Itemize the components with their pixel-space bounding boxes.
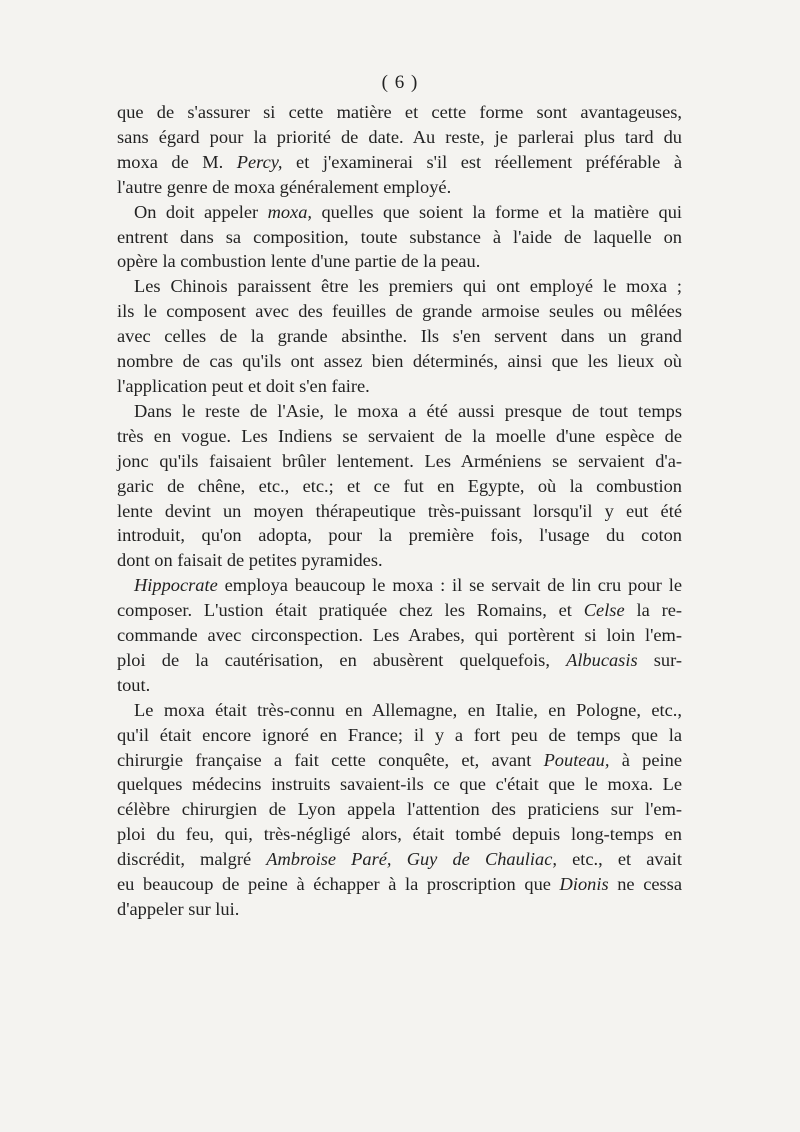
text-line <box>117 847 682 872</box>
text-line <box>117 573 682 598</box>
text-line <box>117 598 682 623</box>
paragraph <box>117 698 682 922</box>
text-segment: Le moxa était très-connu en Allemagne, en Italie, en Pologne, etc., <box>134 699 682 720</box>
text-segment: quelles que soient la forme et la matière qui <box>312 201 682 222</box>
text-line <box>117 274 682 299</box>
text-segment: la re- <box>624 600 682 621</box>
text-segment: discrédit, malgré <box>117 849 267 870</box>
text-segment: ils le composent avec des feuilles de grande armoise seules ou mêlées <box>117 301 682 322</box>
text-segment: ploi du feu, qui, très-négligé alors, était tombé depuis long-temps en <box>117 824 682 845</box>
text-segment: que de s'assurer si cette matière et cette forme sont avantageuses, <box>117 102 682 122</box>
text-segment: tout. <box>117 674 151 695</box>
text-line <box>117 648 682 673</box>
text-line <box>117 225 682 250</box>
text-segment: l'application peut et doit s'en faire. <box>117 375 370 396</box>
text-segment: eu beaucoup de peine à échapper à la proscription que <box>117 874 560 895</box>
text-segment: introduit, qu'on adopta, pour la première fois, l'usage du coton <box>117 525 682 546</box>
text-segment: sur- <box>637 649 682 670</box>
page-number: ( 6 ) <box>381 72 419 93</box>
text-segment: commande avec circonspection. Les Arabes, qui portèrent si loin l'em- <box>117 625 682 646</box>
text-segment: dont on faisait de petites pyramides. <box>117 550 383 571</box>
text-line <box>117 324 682 349</box>
text-segment: jonc qu'ils faisaient brûler lentement. Les Arméniens se servaient d'a- <box>117 450 682 471</box>
text-segment: l'autre genre de moxa généralement employé. <box>117 176 452 197</box>
text-segment: moxa de M. <box>117 151 237 172</box>
italic-name: Celse <box>583 600 625 621</box>
text-segment: Dans le reste de l'Asie, le moxa a été aussi presque de tout temps <box>134 400 682 421</box>
text-line <box>117 872 682 897</box>
text-line <box>117 548 682 573</box>
text-line <box>117 424 682 449</box>
text-line <box>117 748 682 773</box>
text-segment: très en vogue. Les Indiens se servaient de la moelle d'une espèce de <box>117 425 682 446</box>
text-segment: à peine <box>609 749 682 770</box>
text-line <box>117 349 682 374</box>
paragraph <box>117 100 682 200</box>
italic-name: Pouteau, <box>543 749 610 770</box>
text-line <box>117 100 682 125</box>
text-line <box>117 499 682 524</box>
italic-name: Ambroise Paré, <box>266 849 392 870</box>
text-segment: sans égard pour la priorité de date. Au reste, je parlerai plus tard du <box>117 126 682 147</box>
text-line <box>117 175 682 200</box>
text-segment: et j'examinerai s'il est réellement préférable à <box>282 151 682 172</box>
text-line <box>117 150 682 175</box>
italic-name: Hippocrate <box>134 575 218 596</box>
text-line <box>117 249 682 274</box>
text-line <box>117 523 682 548</box>
text-segment <box>392 849 407 869</box>
text-line <box>117 399 682 424</box>
text-segment: employa beaucoup le moxa : il se servait de lin cru pour le <box>217 575 682 596</box>
text-line <box>117 200 682 225</box>
text-segment: garic de chêne, etc., etc.; et ce fut en Egypte, où la combustion <box>117 475 682 496</box>
text-segment: avec celles de la grande absinthe. Ils s'en servent dans un grand <box>117 326 682 347</box>
text-line <box>117 698 682 723</box>
text-line <box>117 897 682 922</box>
text-segment: Les Chinois paraissent être les premiers qui ont employé le moxa ; <box>134 276 682 297</box>
text-line <box>117 449 682 474</box>
paragraph <box>117 399 682 573</box>
italic-name: Dionis <box>559 874 609 895</box>
italic-name: Albucasis <box>566 649 638 670</box>
text-line <box>117 797 682 822</box>
text-segment: opère la combustion lente d'une partie de la peau. <box>117 251 481 272</box>
text-segment: d'appeler sur lui. <box>117 899 240 919</box>
italic-name: moxa, <box>267 201 312 222</box>
paragraph <box>117 274 682 399</box>
text-line <box>117 822 682 847</box>
italic-name: Percy, <box>236 151 283 172</box>
body-text <box>117 100 682 922</box>
text-segment: etc., et avait <box>556 849 682 870</box>
text-segment: ne cessa <box>608 874 682 895</box>
text-segment: célèbre chirurgien de Lyon appela l'attention des praticiens sur l'em- <box>117 799 682 820</box>
text-line <box>117 474 682 499</box>
text-segment: qu'il était encore ignoré en France; il y a fort peu de temps que la <box>117 724 682 745</box>
paragraph <box>117 573 682 698</box>
text-segment: nombre de cas qu'ils ont assez bien déterminés, ainsi que les lieux où <box>117 351 682 372</box>
text-segment: On doit appeler <box>134 201 268 222</box>
text-line <box>117 374 682 399</box>
text-segment: chirurgie française a fait cette conquête, et, avant <box>117 749 544 770</box>
text-line <box>117 673 682 698</box>
text-line <box>117 623 682 648</box>
text-line <box>117 299 682 324</box>
text-segment: lente devint un moyen thérapeutique très-puissant lorsqu'il y eut été <box>117 500 682 521</box>
text-segment: entrent dans sa composition, toute substance à l'aide de laquelle on <box>117 226 682 247</box>
paragraph <box>117 200 682 275</box>
text-segment: composer. L'ustion était pratiquée chez les Romains, et <box>117 600 584 621</box>
text-segment: ploi de la cautérisation, en abusèrent quelquefois, <box>117 649 567 670</box>
text-line <box>117 125 682 150</box>
text-segment: quelques médecins instruits savaient-ils ce que c'était que le moxa. Le <box>117 774 682 795</box>
text-line <box>117 772 682 797</box>
italic-name: Guy de Chauliac, <box>406 849 557 870</box>
text-line <box>117 723 682 748</box>
